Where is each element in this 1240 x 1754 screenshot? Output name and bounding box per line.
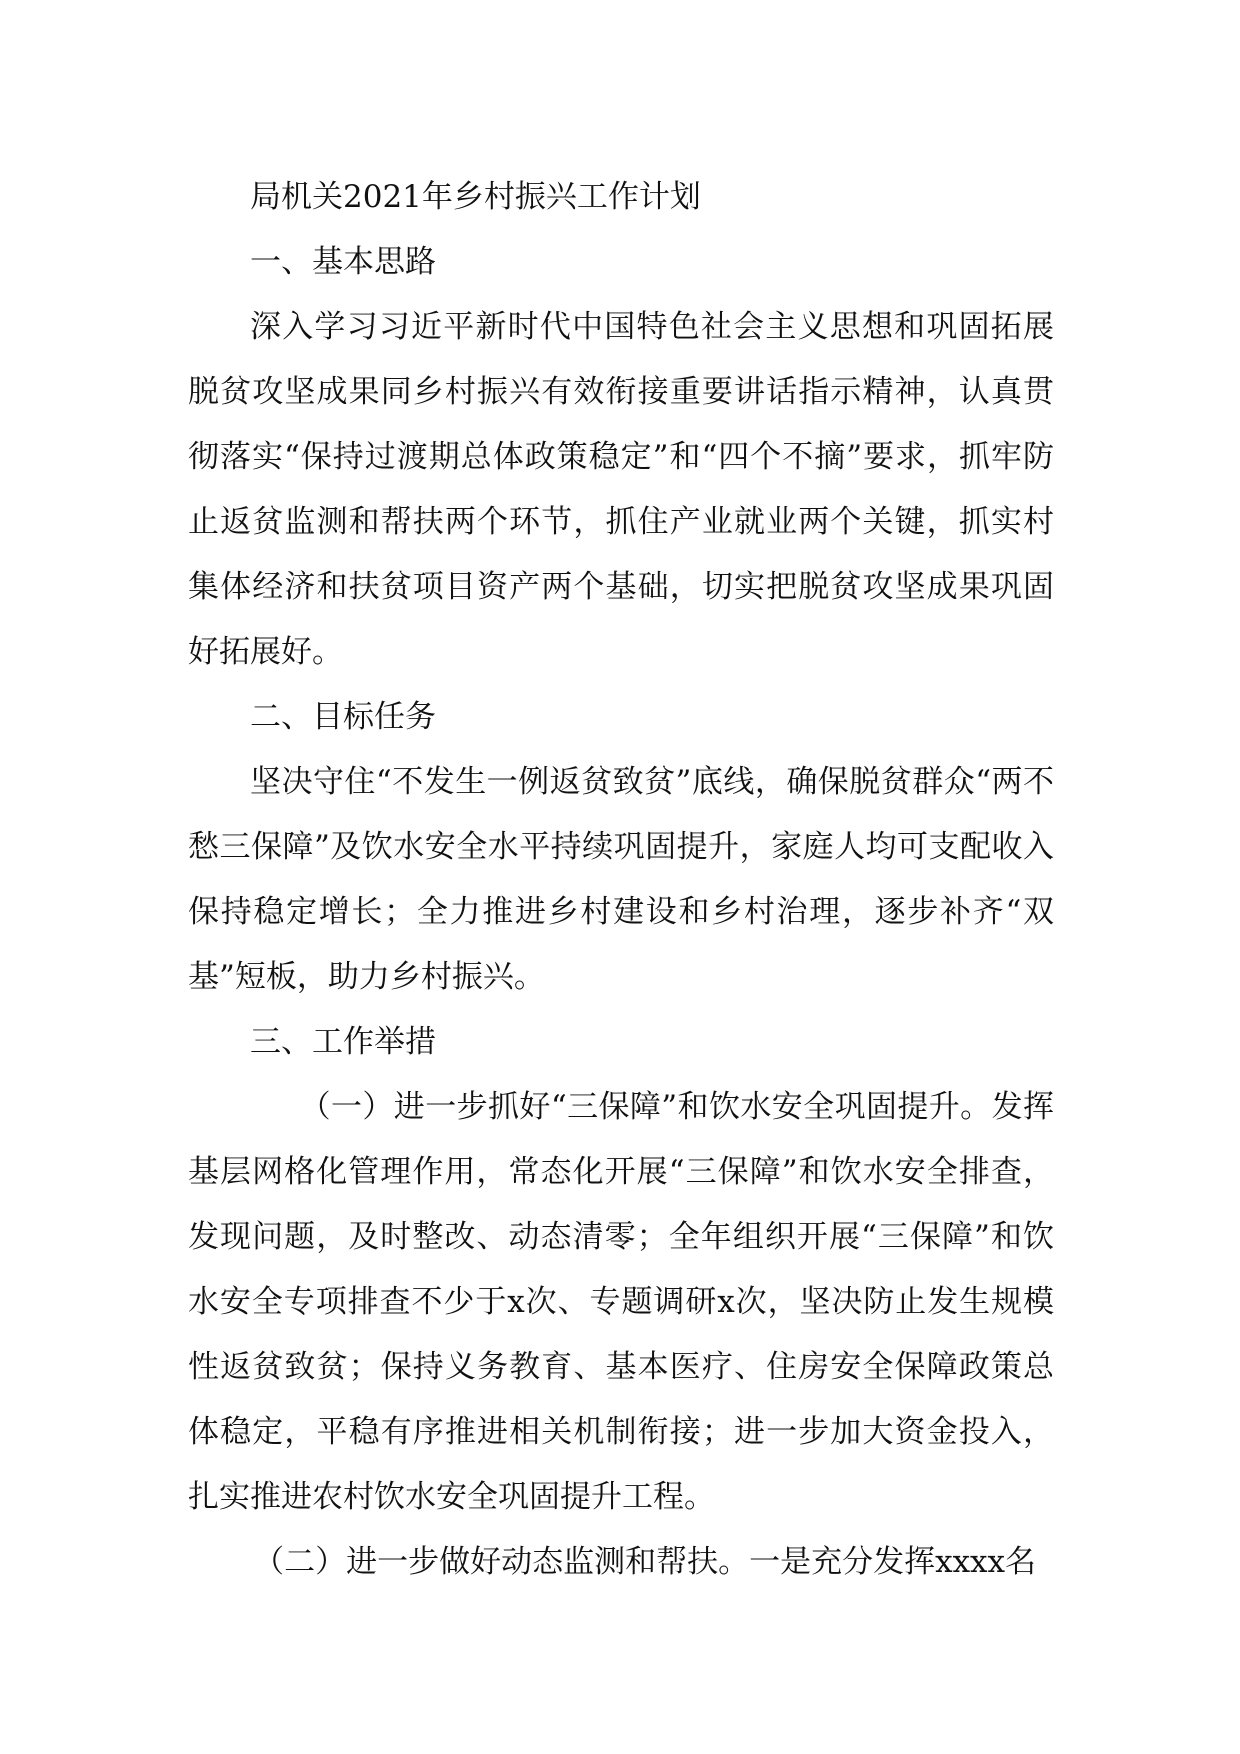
document-body [188, 165, 1054, 1595]
paragraph-measure-2: （二）进一步做好动态监测和帮扶。一是充分发挥xxxx名 [253, 1544, 1037, 1580]
section-heading-basic-approach: 一、基本思路 [250, 244, 436, 280]
paragraph-goals: 坚决守住“不发生一例返贫致贫”底线，确保脱贫群众“两不愁三保障”及饮水安全水平持续巩固提升，家庭人均可支配收入保持稳定增长；全力推进乡村建设和乡村治理，逐步补齐“双基”短板，助力乡村振兴。 [188, 764, 1054, 995]
paragraph-measure-1: （一）进一步抓好“三保障”和饮水安全巩固提升。发挥基层网格化管理作用，常态化开展“三保障”和饮水安全排查，发现问题，及时整改、动态清零；全年组织开展“三保障”和饮水安全专项排查不少于x次、专题调研x次，坚决防止发生规模性返贫致贫；保持义务教育、基本医疗、住房安全保障政策总体稳定，平稳有序推进相关机制衔接；进一步加大资金投入，扎实推进农村饮水安全巩固提升工程。 [188, 1089, 1054, 1515]
section-heading-goals: 二、目标任务 [250, 699, 436, 735]
document-title: 局机关2021年乡村振兴工作计划 [250, 179, 701, 215]
section-heading-measures: 三、工作举措 [250, 1024, 436, 1060]
paragraph-basic-approach: 深入学习习近平新时代中国特色社会主义思想和巩固拓展脱贫攻坚成果同乡村振兴有效衔接重要讲话指示精神，认真贯彻落实“保持过渡期总体政策稳定”和“四个不摘”要求，抓牢防止返贫监测和帮扶两个环节，抓住产业就业两个关键，抓实村集体经济和扶贫项目资产两个基础，切实把脱贫攻坚成果巩固好拓展好。 [188, 309, 1054, 670]
